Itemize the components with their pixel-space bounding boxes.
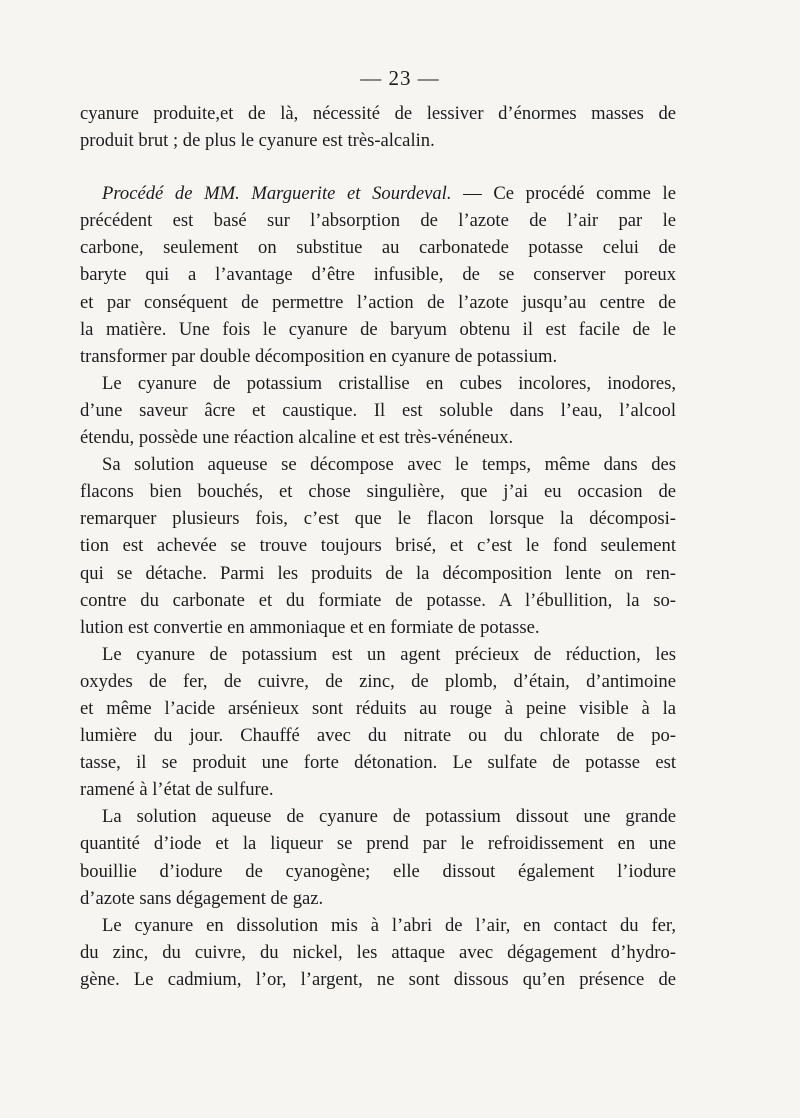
text-line: précédent est basé sur l’absorption de l’azote de l’air par le	[80, 210, 676, 232]
body-text	[80, 100, 676, 993]
section-heading: Procédé de MM. Marguerite et Sourdeval.	[102, 183, 452, 205]
text-line: Sa solution aqueuse se décompose avec le temps, même dans des	[102, 454, 676, 476]
text-line: bouillie d’iodure de cyanogène; elle dissout également l’iodure	[80, 860, 676, 882]
text-line: lumière du jour. Chauffé avec du nitrate ou du chlorate de po-	[80, 725, 676, 747]
text-line: et par conséquent de permettre l’action de l’azote jusqu’au centre de	[80, 291, 676, 313]
text-line: et même l’acide arsénieux sont réduits au rouge à peine visible à la	[80, 697, 676, 719]
text-line: cyanure produite,et de là, nécessité de lessiver d’énormes masses de	[80, 103, 676, 124]
heading-continuation: — Ce procédé comme le	[463, 183, 676, 205]
text-line: lution est convertie en ammoniaque et en formiate de potasse.	[80, 616, 540, 638]
text-line: Le cyanure en dissolution mis à l’abri de l’air, en contact du fer,	[102, 914, 676, 936]
text-line: carbone, seulement on substitue au carbonatede potasse celui de	[80, 237, 676, 259]
text-line: oxydes de fer, de cuivre, de zinc, de plomb, d’étain, d’antimoine	[80, 670, 676, 692]
paragraph-gap	[80, 154, 676, 180]
text-line: baryte qui a l’avantage d’être infusible, de se conserver poreux	[80, 264, 676, 286]
text-line: d’une saveur âcre et caustique. Il est soluble dans l’eau, l’alcool	[80, 399, 676, 421]
text-line: qui se détache. Parmi les produits de la décomposition lente on ren-	[80, 562, 676, 584]
page-number: — 23 —	[360, 66, 440, 90]
text-line: Le cyanure de potassium est un agent précieux de réduction, les	[102, 643, 676, 665]
text-line: tion est achevée se trouve toujours brisé, et c’est le fond seulement	[80, 535, 676, 557]
text-line: gène. Le cadmium, l’or, l’argent, ne sont dissous qu’en présence de	[80, 968, 676, 990]
text-line: Le cyanure de potassium cristallise en cubes incolores, inodores,	[102, 372, 676, 394]
text-line: tasse, il se produit une forte détonation. Le sulfate de potasse est	[80, 752, 676, 774]
text-line: d’azote sans dégagement de gaz.	[80, 887, 324, 909]
text-line: produit brut ; de plus le cyanure est très-alcalin.	[80, 130, 435, 152]
text-line: étendu, possède une réaction alcaline et est très-vénéneux.	[80, 427, 514, 449]
text-line: contre du carbonate et du formiate de potasse. A l’ébullition, la so-	[80, 589, 676, 611]
text-line: La solution aqueuse de cyanure de potassium dissout une grande	[102, 806, 676, 828]
text-line: du zinc, du cuivre, du nickel, les attaque avec dégagement d’hydro-	[80, 941, 676, 963]
text-line: remarquer plusieurs fois, c’est que le flacon lorsque la décomposi-	[80, 508, 676, 530]
text-line: transformer par double décomposition en cyanure de potassium.	[80, 345, 558, 367]
text-line	[80, 180, 676, 207]
text-line: flacons bien bouchés, et chose singulière, que j’ai eu occasion de	[80, 481, 676, 503]
text-line: la matière. Une fois le cyanure de baryum obtenu il est facile de le	[80, 318, 676, 340]
text-line: quantité d’iode et la liqueur se prend par le refroidissement en une	[80, 833, 676, 855]
text-line: ramené à l’état de sulfure.	[80, 779, 274, 801]
